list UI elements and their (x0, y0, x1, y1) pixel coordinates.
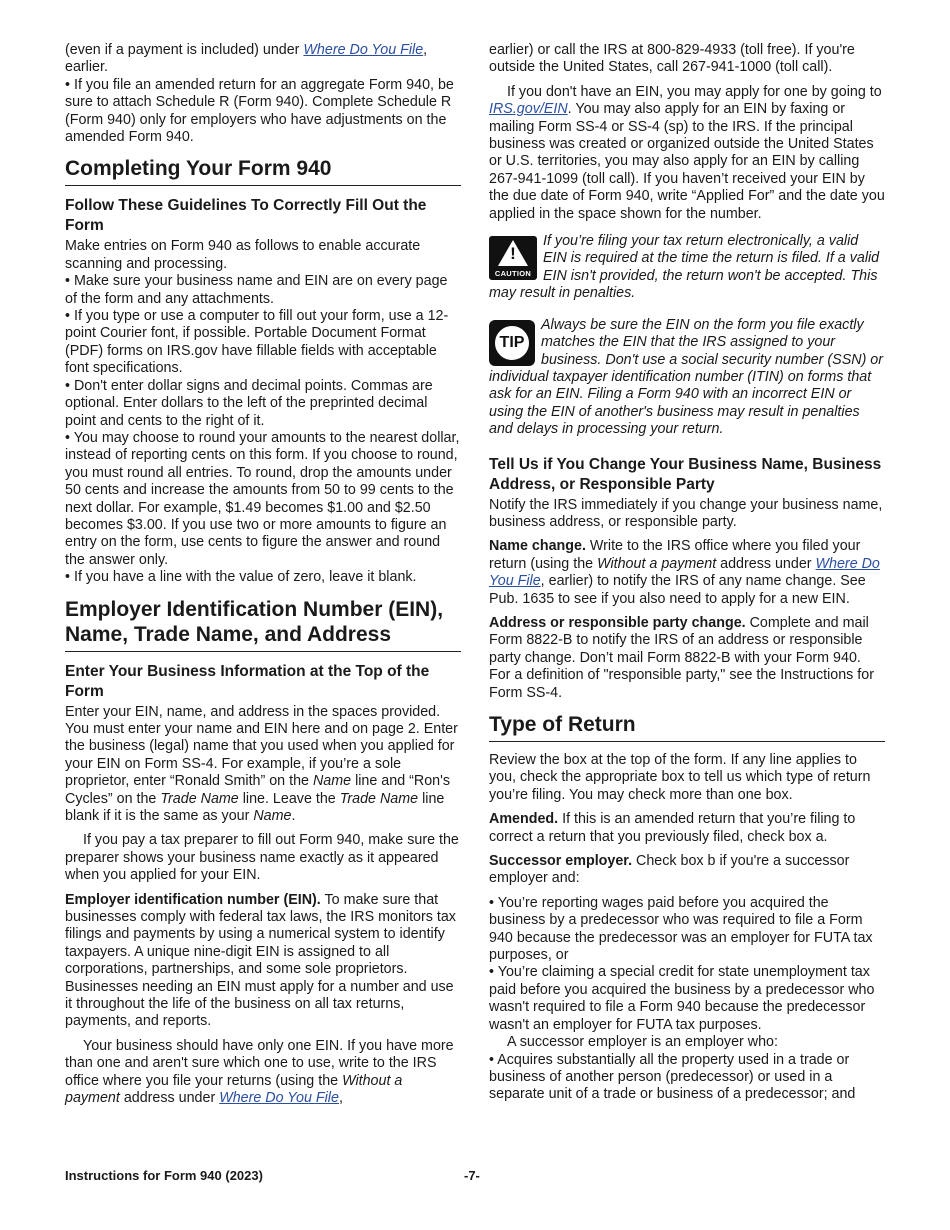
paragraph: If you don't have an EIN, you may apply for one by going to IRS.gov/EIN. You may also apply for an EIN by faxing or mailing Form SS-4 or SS-4 (sp) to the IRS. If the principal business was created or organized outside the United States or U.S. territories, you may also apply for an EIN by calling 267-941-1099 (toll call). If you haven’t received your EIN by the due date of Form 940, write “Applied For” and the date you applied in the space shown for the number. (489, 83, 885, 222)
section-heading-ein: Employer Identification Number (EIN), Name, Trade Name, and Address (65, 597, 461, 652)
section-heading-completing: Completing Your Form 940 (65, 156, 461, 186)
bullet-item: • Acquires substantially all the property used in a trade or business of another person (predecessor) or used in a separate unit of a trade or business of a predecessor; and (489, 1051, 856, 1103)
where-do-you-file-link[interactable]: Where Do You File (303, 42, 424, 58)
bullet-item: • You’re reporting wages paid before you acquired the business by a predecessor who was required to file a Form 940 because the predecessor was an employer for FUTA tax purposes, or (489, 894, 873, 964)
tip-icon: TIP (489, 320, 535, 366)
paragraph: Notify the IRS immediately if you change your business name, business address, or responsible party. (489, 496, 883, 530)
where-do-you-file-link[interactable]: Where Do You File (219, 1090, 339, 1107)
caution-icon: ! CAUTION (489, 236, 537, 280)
bullet-item: • You’re claiming a special credit for state unemployment tax paid before you acquired the business by a predecessor who wasn't required to file a Form 940 because the predecessor wasn't an employer for FUTA tax purposes. (489, 964, 875, 1033)
caution-note (489, 233, 885, 303)
paragraph: Amended. If this is an amended return that you’re filing to correct a return that you previously filed, check box a. (489, 811, 856, 845)
paragraph: Make entries on Form 940 as follows to enable accurate scanning and processing. (65, 238, 421, 272)
paragraph: Your business should have only one EIN. If you have more than one and aren't sure which one to use, write to the IRS office where you file your returns (using the Without a payment address under Where Do You File, (65, 1037, 454, 1107)
caution-text: If you’re filing your tax return electronically, a valid EIN is required at the time the return is filed. If a valid EIN isn't provided, the return won't be accepted. This may result in penalties. (489, 233, 880, 302)
subheading-tell-us: Tell Us if You Change Your Business Name, Business Address, or Responsible Party (489, 455, 882, 493)
section-heading-type-of-return: Type of Return (489, 712, 885, 742)
paragraph: Address or responsible party change. Complete and mail Form 8822-B to notify the IRS of an address or responsible party change. Don’t mail Form 8822-B with your Form 940. For a definition of "responsible party," see the Instructions for Form SS-4. (489, 614, 874, 701)
paragraph: (even if a payment is included) under Where Do You File, earlier. (65, 42, 428, 76)
paragraph: Employer identification number (EIN). To make sure that businesses comply with federal tax laws, the IRS monitors tax filings and payments by using a numerical system to identify taxpayers. A unique nine-digit EIN is assigned to all corporations, partnerships, and some sole proprietors. Businesses needing an EIN must apply for a number and use it throughout the life of the business on all tax returns, payments, and reports. (65, 891, 456, 1030)
paragraph: A successor employer is an employer who: (507, 1034, 778, 1051)
tip-text: Always be sure the EIN on the form you file exactly matches the EIN that the IRS assigned to your business. Don't use a social security number (SSN) or individual taxpayer identification number (ITIN) on forms that ask for an EIN. Filing a Form 940 with an incorrect EIN or using the EIN of another's business may result in penalties and delays in processing your return. (489, 316, 884, 438)
bullet-item: • Make sure your business name and EIN are on every page of the form and any attachments. (65, 273, 448, 307)
footer-title: Instructions for Form 940 (2023) (65, 1168, 263, 1183)
bullet-item: • If you have a line with the value of zero, leave it blank. (65, 569, 417, 586)
subheading-enter-info: Enter Your Business Information at the Top of the Form (65, 662, 430, 700)
ein-label: Employer identification number (EIN). (65, 891, 321, 908)
where-do-you-file-link[interactable]: Where Do You File (489, 555, 880, 590)
bullet-item: • You may choose to round your amounts to the nearest dollar, instead of reporting cents on this form. If you choose to round, you must round all entries. To round, drop the amounts under 50 cents and increase the amounts from 50 to 99 cents to the next dollar. For example, $1.49 becomes $1.00 and $2.50 becomes $3.00. If you use two or more amounts to figure an entry on the form, use cents to figure the answer and round the answer only. (65, 429, 460, 568)
right-column (489, 42, 885, 1104)
bullet-item: • If you type or use a computer to fill out your form, use a 12-point Courier font, if possible. Portable Document Format (PDF) forms on IRS.gov have fillable fields with acceptable font specifications. (65, 308, 449, 377)
left-column (65, 42, 461, 1108)
paragraph: Review the box at the top of the form. If any line applies to you, check the appropriate box to tell us which type of return you’re filing. You may check more than one box. (489, 752, 871, 803)
paragraph: Enter your EIN, name, and address in the spaces provided. You must enter your name and EIN here and on page 2. Enter the business (legal) name that you used when you applied for your EIN on Form SS-4. For example, if you’re a sole proprietor, enter “Ronald Smith” on the Name line and “Ron's Cycles” on the Trade Name line. Leave the Trade Name line blank if it is the same as your Name. (65, 703, 458, 824)
tip-note (489, 317, 885, 439)
irs-ein-link[interactable]: IRS.gov/EIN (489, 101, 568, 118)
paragraph: Successor employer. Check box b if you're a successor employer and: (489, 853, 850, 887)
subheading-guidelines: Follow These Guidelines To Correctly Fill Out the Form (65, 197, 427, 235)
page-number: -7- (464, 1168, 480, 1183)
bullet-item: • Don't enter dollar signs and decimal points. Commas are optional. Enter dollars to the left of the preprinted decimal point and cents to the right of it. (65, 377, 433, 429)
paragraph: If you pay a tax preparer to fill out Form 940, make sure the preparer shows your business name exactly as it appeared when you applied for your EIN. (65, 832, 459, 884)
paragraph: earlier) or call the IRS at 800-829-4933 (toll free). If you're outside the United States, call 267-941-1000 (toll call). (489, 42, 855, 76)
bullet-item: • If you file an amended return for an aggregate Form 940, be sure to attach Schedule R (Form 940). Complete Schedule R (Form 940) only for employers who have adjustments on the amended Form 940. (65, 76, 454, 146)
paragraph: Name change. Write to the IRS office where you filed your return (using the Without a payment address under Where Do You File, earlier) to notify the IRS of any name change. See Pub. 1635 to see if you also need to apply for a new EIN. (489, 538, 880, 607)
